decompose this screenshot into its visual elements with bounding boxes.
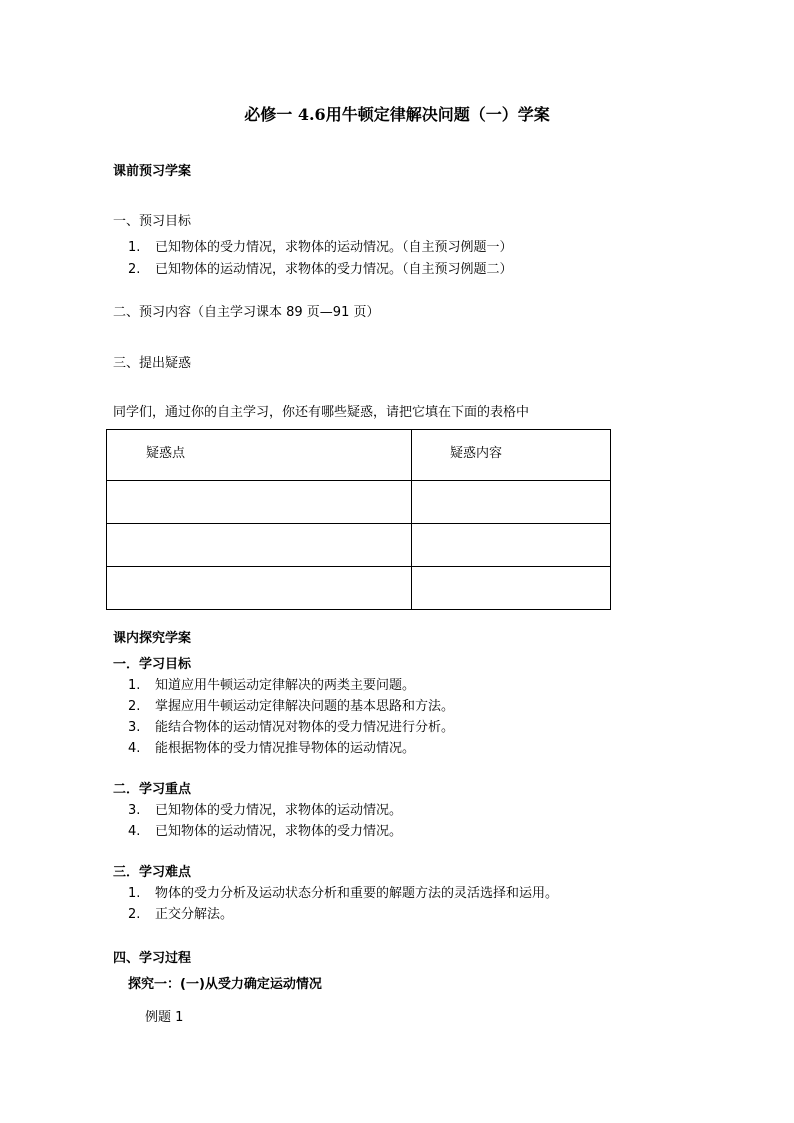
list-item-number: 1. [128,240,141,255]
list-item: 知道应用牛顿运动定律解决的两类主要问题。 [155,678,416,693]
list-item-number: 2. [128,699,141,714]
table-row [107,524,611,567]
table-row [107,567,611,610]
table-cell[interactable] [412,524,611,567]
list-item: 已知物体的受力情况，求物体的运动情况。（自主预习例题一） [155,240,513,255]
list-item: 已知物体的运动情况，求物体的受力情况。（自主预习例题二） [155,262,513,277]
list-item: 能结合物体的运动情况对物体的受力情况进行分析。 [155,720,455,735]
list-item: 掌握应用牛顿运动定律解决问题的基本思路和方法。 [155,699,455,714]
preview-content-heading: 二、预习内容（自主学习课本 89 页—91 页） [113,305,380,320]
list-item-number: 3. [128,720,141,735]
list-item: 已知物体的受力情况，求物体的运动情况。 [155,803,403,818]
table-cell[interactable] [107,524,412,567]
difficulties-heading: 三．学习难点 [113,865,192,880]
explore-heading: 探究一：(一)从受力确定运动情况 [128,977,322,992]
example-label: 例题 1 [145,1010,184,1025]
list-item-number: 4. [128,741,141,756]
table-cell[interactable] [107,567,412,610]
list-item-number: 3. [128,803,141,818]
table-row [107,481,611,524]
table-header-cell: 疑惑点 [107,430,412,481]
objectives-heading: 一．学习目标 [113,657,192,672]
list-item-number: 1. [128,886,141,901]
list-item-number: 4. [128,824,141,839]
process-heading: 四、学习过程 [113,951,192,966]
table-cell[interactable] [107,481,412,524]
list-item-number: 2. [128,907,141,922]
list-item-number: 1. [128,678,141,693]
doubts-heading: 三、提出疑惑 [113,356,192,371]
table-cell[interactable] [412,567,611,610]
doubts-intro: 同学们，通过你的自主学习，你还有哪些疑惑，请把它填在下面的表格中 [113,405,530,420]
list-item: 正交分解法。 [155,907,234,922]
list-item: 能根据物体的受力情况推导物体的运动情况。 [155,741,416,756]
keypoints-heading: 二．学习重点 [113,782,192,797]
list-item-number: 2. [128,262,141,277]
list-item: 物体的受力分析及运动状态分析和重要的解题方法的灵活选择和运用。 [155,886,559,901]
document-title: 必修一 4.6用牛顿定律解决问题（一）学案 [244,105,550,124]
inclass-section-heading: 课内探究学案 [113,631,192,646]
table-cell[interactable] [412,481,611,524]
table-header-cell: 疑惑内容 [412,430,611,481]
doubts-table [106,429,611,610]
table-header-row [107,430,611,481]
preview-goals-heading: 一、预习目标 [113,214,192,229]
list-item: 已知物体的运动情况，求物体的受力情况。 [155,824,403,839]
preview-section-heading: 课前预习学案 [113,164,192,179]
